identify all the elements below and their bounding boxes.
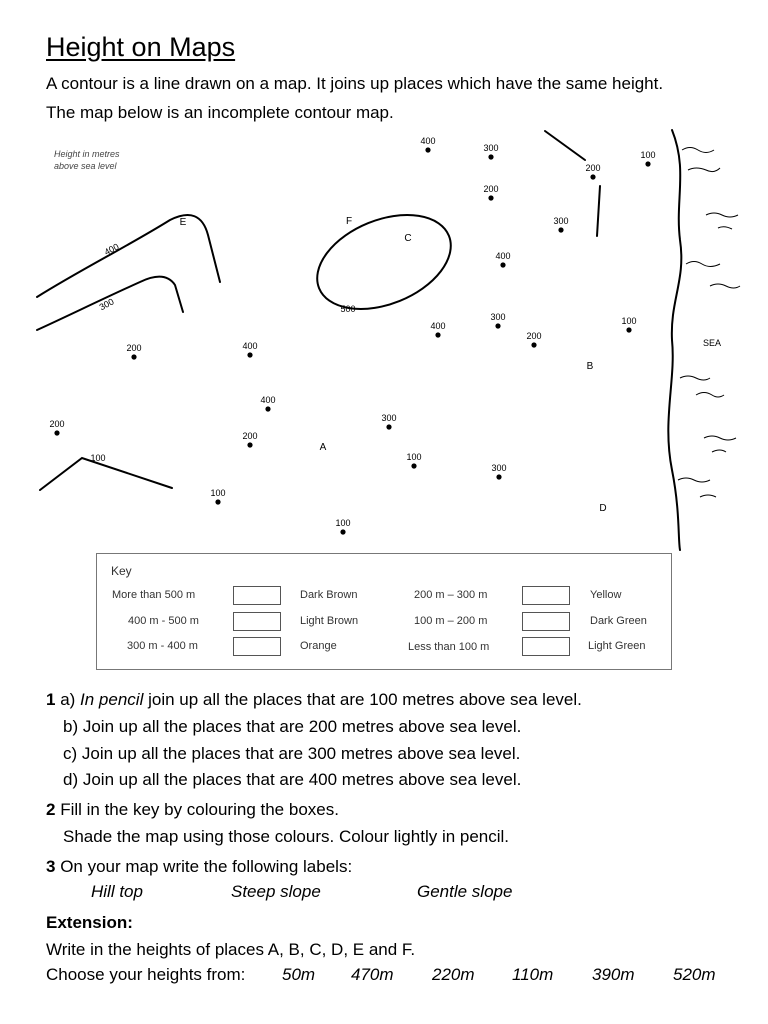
spot-height-label: 200 — [242, 431, 258, 441]
key-colour-2: Light Brown — [300, 615, 359, 627]
spot-height-label: 200 — [49, 419, 65, 429]
spot-height-0 — [420, 136, 435, 153]
spot-height-17 — [210, 488, 225, 505]
spot-height-label: 200 — [483, 184, 499, 194]
map-key — [96, 553, 672, 670]
spot-height-label: 100 — [640, 150, 656, 160]
spot-dot — [215, 499, 220, 504]
spot-dot — [265, 406, 270, 411]
spot-height-18 — [335, 518, 350, 535]
contour-line-100 — [40, 458, 172, 490]
intro-line-2: The map below is an incomplete contour map. — [46, 103, 394, 122]
question-2-line-2: Shade the map using those colours. Colour lightly in pencil. — [63, 827, 510, 846]
spot-height-label: 300 — [490, 312, 506, 322]
spot-dot — [54, 430, 59, 435]
key-swatch-yellow[interactable] — [522, 586, 570, 605]
spot-height-label: 300 — [483, 143, 499, 153]
spot-dot — [500, 262, 505, 267]
spot-dot — [488, 154, 493, 159]
key-range-4: 200 m – 300 m — [414, 589, 488, 601]
spot-height-20 — [585, 163, 600, 180]
spot-dot — [488, 195, 493, 200]
height-option-6: 520m — [673, 965, 716, 984]
spot-height-label: 300 — [491, 463, 507, 473]
key-colour-1: Dark Brown — [300, 589, 358, 601]
spot-dot — [247, 442, 252, 447]
key-range-5: 100 m – 200 m — [414, 615, 488, 627]
spot-dot — [131, 354, 136, 359]
height-option-2: 470m — [351, 965, 394, 984]
spot-dot — [590, 174, 595, 179]
key-swatch-orange[interactable] — [233, 637, 281, 656]
height-option-1: 50m — [282, 965, 316, 984]
key-swatch-light-brown[interactable] — [233, 612, 281, 631]
q1a-italic: In pencil — [80, 690, 144, 709]
spot-height-label: 200 — [585, 163, 601, 173]
spot-dot — [247, 352, 252, 357]
spot-height-7 — [430, 321, 445, 338]
question-1d: d) Join up all the places that are 400 metres above sea level. — [63, 770, 522, 789]
spot-height-19 — [406, 452, 421, 469]
spot-dot — [386, 424, 391, 429]
spot-height-label: 300 — [381, 413, 397, 423]
spot-dot — [558, 227, 563, 232]
contour-line-500-hill — [303, 197, 464, 327]
spot-height-10 — [621, 316, 636, 333]
spot-dot — [626, 327, 631, 332]
spot-height-11 — [126, 343, 141, 360]
key-colour-4: Yellow — [590, 589, 622, 601]
spot-height-3 — [640, 150, 655, 167]
spot-height-15 — [242, 431, 257, 448]
spot-height-2 — [483, 184, 498, 201]
coastline — [668, 130, 681, 550]
key-colour-3: Orange — [300, 640, 337, 652]
extension-line-1: Write in the heights of places A, B, C, D, E and F. — [46, 940, 416, 959]
q3-text: On your map write the following labels: — [55, 857, 353, 876]
height-option-5: 390m — [592, 965, 635, 984]
height-option-3: 220m — [432, 965, 475, 984]
key-range-3: 300 m - 400 m — [127, 640, 198, 652]
spot-dot — [495, 323, 500, 328]
spot-height-label: 100 — [621, 316, 637, 326]
q1a-rest: join up all the places that are 100 metres above sea level. — [143, 690, 582, 709]
spot-height-label: 400 — [420, 136, 436, 146]
question-2-line-1 — [46, 800, 339, 820]
spot-dot — [435, 332, 440, 337]
spot-height-label: 300 — [553, 216, 569, 226]
key-colour-5: Dark Green — [590, 615, 647, 627]
place-label-D: D — [599, 503, 607, 514]
extension-line-2-prefix: Choose your heights from: — [46, 965, 246, 984]
q2-text: Fill in the key by colouring the boxes. — [55, 800, 339, 819]
q2-number: 2 — [46, 800, 56, 819]
spot-height-14 — [491, 463, 506, 480]
contour-label-500: 500 — [340, 304, 356, 314]
spot-height-16 — [49, 419, 64, 436]
question-3 — [46, 857, 352, 877]
spot-dot — [340, 529, 345, 534]
contour-line-200-right — [597, 186, 600, 236]
contour-map — [0, 125, 768, 555]
spot-height-label: 400 — [495, 251, 511, 261]
spot-dot — [425, 147, 430, 152]
label-steep-slope: Steep slope — [231, 882, 321, 901]
question-1a — [46, 690, 582, 710]
extension-heading: Extension: — [46, 913, 133, 932]
key-swatch-light-green[interactable] — [522, 637, 570, 656]
key-swatch-dark-green[interactable] — [522, 612, 570, 631]
sea-waves — [678, 148, 740, 498]
question-1b: b) Join up all the places that are 200 metres above sea level. — [63, 717, 522, 736]
contour-label-400: 400 — [102, 241, 121, 258]
spot-height-label: 100 — [210, 488, 226, 498]
key-title: Key — [111, 564, 132, 578]
place-label-B: B — [586, 361, 594, 372]
page-title: Height on Maps — [46, 32, 236, 62]
label-gentle-slope: Gentle slope — [417, 882, 513, 901]
spot-dot — [411, 463, 416, 468]
q1a-prefix: a) — [55, 690, 81, 709]
key-colour-6: Light Green — [588, 640, 646, 652]
spot-height-12 — [260, 395, 275, 412]
key-range-2: 400 m - 500 m — [128, 615, 199, 627]
place-label-A: A — [319, 442, 327, 453]
spot-dot — [496, 474, 501, 479]
spot-height-9 — [526, 331, 541, 348]
contour-label-300: 300 — [97, 296, 116, 313]
contour-line-200-top — [545, 131, 585, 160]
map-note-line-1: Height in metres — [54, 149, 120, 159]
spot-dot — [531, 342, 536, 347]
spot-height-13 — [381, 413, 396, 430]
place-label-F: F — [345, 216, 353, 227]
spot-height-label: 200 — [526, 331, 542, 341]
spot-height-6 — [242, 341, 257, 358]
spot-height-label: 200 — [126, 343, 142, 353]
map-note-line-2: above sea level — [54, 161, 117, 171]
q1-number: 1 — [46, 690, 56, 709]
spot-dot — [645, 161, 650, 166]
spot-height-label: 400 — [430, 321, 446, 331]
spot-height-label: 100 — [335, 518, 351, 528]
spot-height-label: 400 — [242, 341, 258, 351]
spot-height-4 — [495, 251, 510, 268]
key-swatch-dark-brown[interactable] — [233, 586, 281, 605]
place-label-C: C — [404, 233, 412, 244]
label-hill-top: Hill top — [91, 882, 143, 901]
spot-height-8 — [490, 312, 505, 329]
place-label-E: E — [179, 217, 187, 228]
spot-height-1 — [483, 143, 498, 160]
key-range-1: More than 500 m — [112, 589, 196, 601]
key-range-6: Less than 100 m — [408, 641, 490, 653]
contour-label-100: 100 — [90, 453, 106, 463]
spot-height-5 — [553, 216, 568, 233]
height-option-4: 110m — [512, 965, 554, 984]
question-1c: c) Join up all the places that are 300 metres above sea level. — [63, 744, 521, 763]
spot-height-label: 100 — [406, 452, 422, 462]
spot-height-label: 400 — [260, 395, 276, 405]
intro-line-1: A contour is a line drawn on a map. It joins up places which have the same height. — [46, 74, 664, 93]
sea-label: SEA — [702, 338, 722, 348]
q3-number: 3 — [46, 857, 56, 876]
contour-line-400 — [37, 215, 220, 297]
